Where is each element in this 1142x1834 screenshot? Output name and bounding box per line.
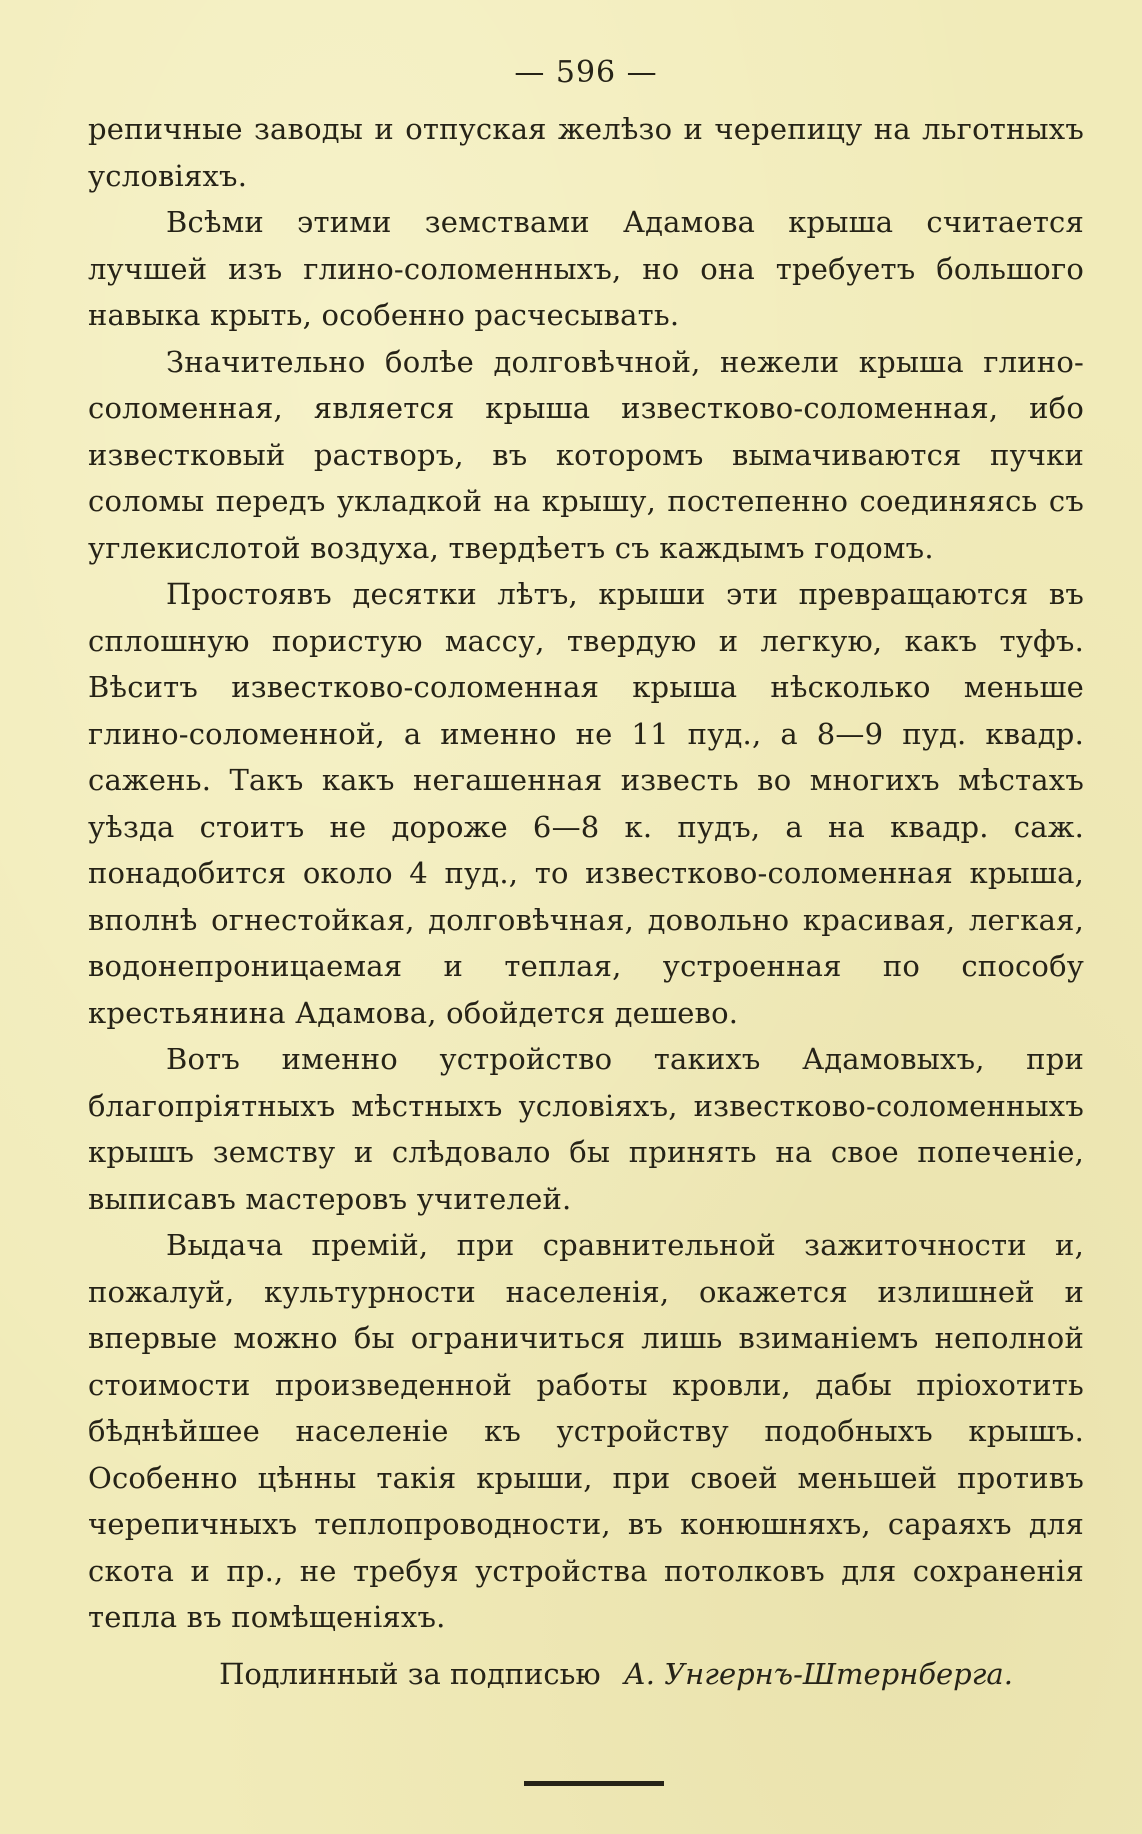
paragraph-continuation: репичные заводы и отпуская желѣзо и черепицу на льготныхъ условіяхъ. bbox=[88, 112, 1084, 193]
paragraph-adamov-roof: Всѣми этими земствами Адамова крыша считается лучшей изъ глино-соломенныхъ, но она требуетъ большого навыка крыть, особенно расчесывать. bbox=[88, 205, 1084, 332]
signature-prefix: Подлинный за подписью bbox=[219, 1656, 601, 1691]
paragraph-roof-properties: Простоявъ десятки лѣтъ, крыши эти превращаются въ сплошную пористую массу, твердую и легкую, какъ туфъ. Вѣситъ известково-соломенная крыша нѣсколько меньше глино-соломенной, а именно не 11 пуд., а 8—9 пуд. квадр. сажень. Такъ какъ негашенная известь во многихъ мѣстахъ уѣзда стоитъ не дороже 6—8 к. пудъ, а на квадр. саж. понадобится около 4 пуд., то известково-соломенная крыша, вполнѣ огнестойкая, долговѣчная, довольно красивая, легкая, водонепроницаемая и теплая, устроенная по способу крестьянина Адамова, обойдется дешево. bbox=[88, 577, 1084, 1030]
signature-name: А. Унгернъ-Штернберга. bbox=[623, 1656, 1013, 1691]
signature-line bbox=[88, 1651, 1084, 1698]
page-number: — 596 — bbox=[514, 55, 658, 90]
paragraph-premiums: Выдача премій, при сравнительной зажиточности и, пожалуй, культурности населенія, окажется излишней и впервые можно бы ограничиться лишь взиманіемъ неполной стоимости произведенной работы кровли, дабы пріохотить бѣднѣйшее населеніе къ устройству подобныхъ крышъ. Особенно цѣнны такія крыши, при своей меньшей противъ черепичныхъ теплопроводности, въ конюшняхъ, сараяхъ для скота и пр., не требуя устройства потолковъ для сохраненія тепла въ помѣщеніяхъ. bbox=[88, 1228, 1084, 1634]
closing-rule bbox=[524, 1781, 664, 1786]
paragraph-lime-straw-roof: Значительно болѣе долговѣчной, нежели крыша глино-соломенная, является крыша известково-соломенная, ибо известковый растворъ, въ которомъ вымачиваются пучки соломы передъ укладкой на крышу, постепенно соединяясь съ углекислотой воздуха, твердѣетъ съ каждымъ годомъ. bbox=[88, 344, 1084, 565]
paragraph-zemstvo-recommendation: Вотъ именно устройство такихъ Адамовыхъ, при благопріятныхъ мѣстныхъ условіяхъ, известково-соломенныхъ крышъ земству и слѣдовало бы принять на свое попеченіе, выписавъ мастеровъ учителей. bbox=[88, 1042, 1084, 1216]
